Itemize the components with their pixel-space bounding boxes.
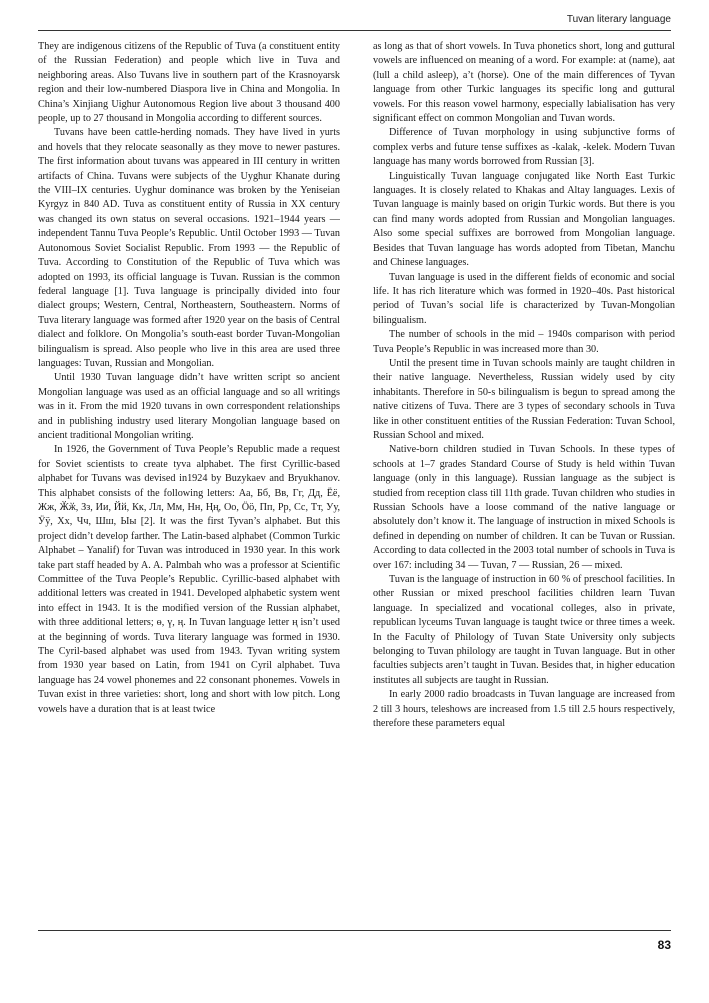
paragraph: Linguistically Tuvan language conjugated like North East Turkic languages. It is closely related to Khakas and Altay languages. Lexis of Tuvan language is mainly based on origin Turkic words. But there is you can find many words adopted from Russian and Mongolian languages. Also some special suffixes are borrowed from Mongolian language. Besides that Tuvan language has words adopted from Tibetan, Manchu and Chinese languages. xyxy=(373,170,675,269)
left-column xyxy=(38,40,340,925)
footer-rule xyxy=(38,930,671,931)
running-title: Tuvan literary language xyxy=(566,14,671,25)
paragraph: Tuvan language is used in the different fields of economic and social life. It has rich literature which was formed in 1920–40s. Past historical period of Tuvan’s social life is characterized by Tuvan-Mongolian bilingualism. xyxy=(373,271,675,326)
page-number: 83 xyxy=(657,938,671,952)
paragraph: Until 1930 Tuvan language didn’t have written script so ancient Mongolian language was used as an official language and so all writings was in it. From the mid 1920 tuvans in own correspondent relationships and in publishing industry used literary Mongolian language based on ancient traditional Mongolian writing. xyxy=(38,372,340,441)
paragraph: The number of schools in the mid – 1940s comparison with period Tuva People’s Republic in was increased more than 30. xyxy=(373,329,675,355)
paragraph: They are indigenous citizens of the Republic of Tuva (a constituent entity of the Russian Federation) and people which live in Tuva and neighboring areas. Also Tuvans live in southern part of the Krasnoyarsk region and their low-numbered Diaspora live in China and Mongolia. In China’s Xinjiang Uighur Autonomous Region live about 3 thousand 400 people, up to 27 thousand in Mongolia according to different sources. xyxy=(38,41,340,125)
paragraph: Difference of Tuvan morphology in using subjunctive forms of complex verbs and future tense suffixes as -kalak, -kelek. Modern Tuvan language has many words borrowed from Russian [3]. xyxy=(373,127,675,168)
paragraph: Until the present time in Tuvan schools mainly are taught children in their native language. Nevertheless, Russian widely used by city inhabitants. Therefore in 50-s bilingualism is begun to spread among the native citizens of Tuva. There are 3 types of secondary schools in Tuva like in other constituent entities of the Russian Federation: Tuvan School, Russian School and mixed. xyxy=(373,357,675,441)
paragraph: In early 2000 radio broadcasts in Tuvan language are increased from 2 till 3 hours, teleshows are increased from 1.5 till 2.5 hours respectively, therefore these parameters equal xyxy=(373,689,675,730)
paragraph: Tuvan is the language of instruction in 60 % of preschool facilities. In other Russian or mixed preschool facilities children learn Tuvan language. In specialized and vocational colleges, also in private, republican lyceums Tuvan language is taught twice or three times a week. In the Faculty of Philology of Tuvan State University only subjects belonging to Tuvan philology are taught in Tuvan language. But in other faculties subjects aren’t taught in Tuvan. Besides that, in higher education institutes all subjects are taught in Russian. xyxy=(373,574,675,686)
header-rule xyxy=(38,30,671,31)
paragraph: In 1926, the Government of Tuva People’s Republic made a request for Soviet scientists to create tyva alphabet. The first Cyrillic-based alphabet for Tuvans was devised in1924 by Buzykaev and Bryukhanov. This alphabet consists of the following letters: Аа, Бб, Вв, Гг, Дд, Ёё, Жж, Ӂӂ, Зз, Ии, Йй, Кк, Лл, Мм, Нн, Ңң, Оо, Ӧӧ, Пп, Рр, Сс, Тт, Уу, Ӱӱ, Хх, Чч, Шш, Ыы [2]. It was the first Tyvan’s alphabet. But this project didn’t develop farther. The Latin-based alphabet (Common Turkic Alphabet – Yanalif) for Tuvan was introduced in 1930 year. In this work take part staff headed by A. A. Palmbah who was a professor at Scientific Committee of the Tuva People’s Republic. Cyrillic-based alphabet with additional letters was created in 1941. Developed alphabetic system went into effect in 1943. It is the modified version of the Russian alphabet, with three additional letters; ө, ү, ң. In Tuvan language letter ң isn’t used at the beginning of words. Tuva literary language was formed in 1930. The Cyril-based alphabet was used from 1943. Tyvan writing system from 1930 year based on Latin, from 1941 on Cyril alphabet. Tuva language has 24 vowel phonemes and 22 consonant phonemes. Vowels in Tuvan exist in three varieties: short, long and short with low pitch. Long vowels have a duration that is at least twice xyxy=(38,444,340,715)
article-body xyxy=(38,40,675,925)
right-column xyxy=(373,40,675,925)
paragraph: Native-born children studied in Tuvan Schools. In these types of schools at 1–7 grades Standard Course of Study is held within Tuvan language (only in this language). Russian language as the subject is studied from reception class till 11th grade. Tuvan children who studies in Russian Schools have a loose command of the native language or absolutely don’t know it. The language of instruction in mixed Schools is defined in depending on number of children. It can be Tuvan or Russian. According to data collected in the 2003 total number of schools in Tuva is over 167: including 34 — Tuvan, 7 — Russian, 26 — mixed. xyxy=(373,444,675,571)
paragraph: Tuvans have been cattle-herding nomads. They have lived in yurts and hovels that they relocate seasonally as they move to newer pastures. The first information about tuvans was appeared in III century in written artifacts of China. Tuvans were subjects of the Uyghur Khanate during the VIII–IX centuries. Uyghur dominance was broken by the Yeniseian Kyrgyz in 840 AD. Tuva as constituent entity of Russia in XX century was changed its own status on several occasions. 1921–1944 years — independent Tannu Tuva People’s Republic. Until October 1993 — Tuvan Autonomous Soviet Socialist Republic. From 1993 — the Republic of Tuva. According to Constitution of the Republic of Tuva which was adopted on 1993, its official language is Tuvan. Russian is the common federal language [1]. Tuva language is principally divided into four dialect groups; Western, Central, Northeastern, Southeastern. Norms of Tuva literary language was formed after 1920 year on the basis of Central dialect and folklore. On Mongolia’s south-east border Tuvan-Mongolian bilingualism is spread. Also people who live in this area are used three languages: Tuvan, Russian and Mongolian. xyxy=(38,127,340,369)
paragraph: as long as that of short vowels. In Tuva phonetics short, long and guttural vowels are influenced on meaning of a word. For example: at (name), aat (lull a child asleep), a’t (horse). One of the main differences of Tyvan language from other Turkic languages its specific long and guttural vowels. For this reason vowel harmony, especially labialisation has very significant effect on common Mongolian and Tuvan words. xyxy=(373,41,675,125)
